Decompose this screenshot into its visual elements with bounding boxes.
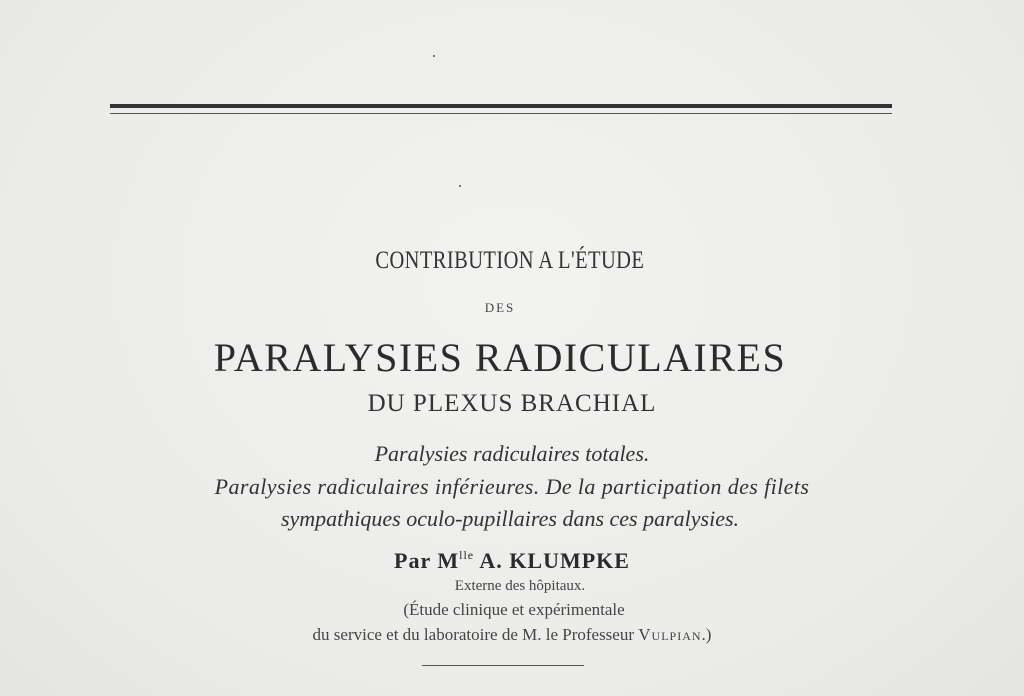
footer-rule xyxy=(422,665,584,666)
subtitle-line-1: Paralysies radiculaires totales. xyxy=(374,441,650,466)
author-role: Externe des hôpitaux. xyxy=(454,578,586,594)
header-rule-thick xyxy=(110,104,892,108)
title-line-plexus: DU PLEXUS BRACHIAL xyxy=(367,390,657,417)
subtitle-line-2: Paralysies radiculaires inférieures. De la participation des filets xyxy=(214,474,810,499)
subtitle-line-3: sympathiques oculo-pupillaires dans ces paralysies. xyxy=(280,506,740,531)
title-line-des: DES xyxy=(484,300,516,315)
header-rule-thin xyxy=(110,113,892,114)
author-line xyxy=(0,548,1024,574)
author-prefix: Par M xyxy=(394,548,460,573)
note-professor-name: Vulpian xyxy=(638,625,702,644)
paper-speck xyxy=(459,185,461,187)
note-line-1: (Étude clinique et expérimentale xyxy=(403,600,625,619)
note-line-2-start: du service et du laboratoire de M. le Professeur xyxy=(312,625,639,644)
paper-speck xyxy=(433,55,435,57)
author-name: A. KLUMPKE xyxy=(479,548,630,573)
author-title-sup: lle xyxy=(459,548,475,562)
title-line-contribution: CONTRIBUTION A L'ÉTUDE xyxy=(375,247,645,274)
main-title: PARALYSIES RADICULAIRES xyxy=(213,335,787,380)
note-line-2 xyxy=(0,625,1024,645)
note-line-2-end: .) xyxy=(701,625,712,644)
